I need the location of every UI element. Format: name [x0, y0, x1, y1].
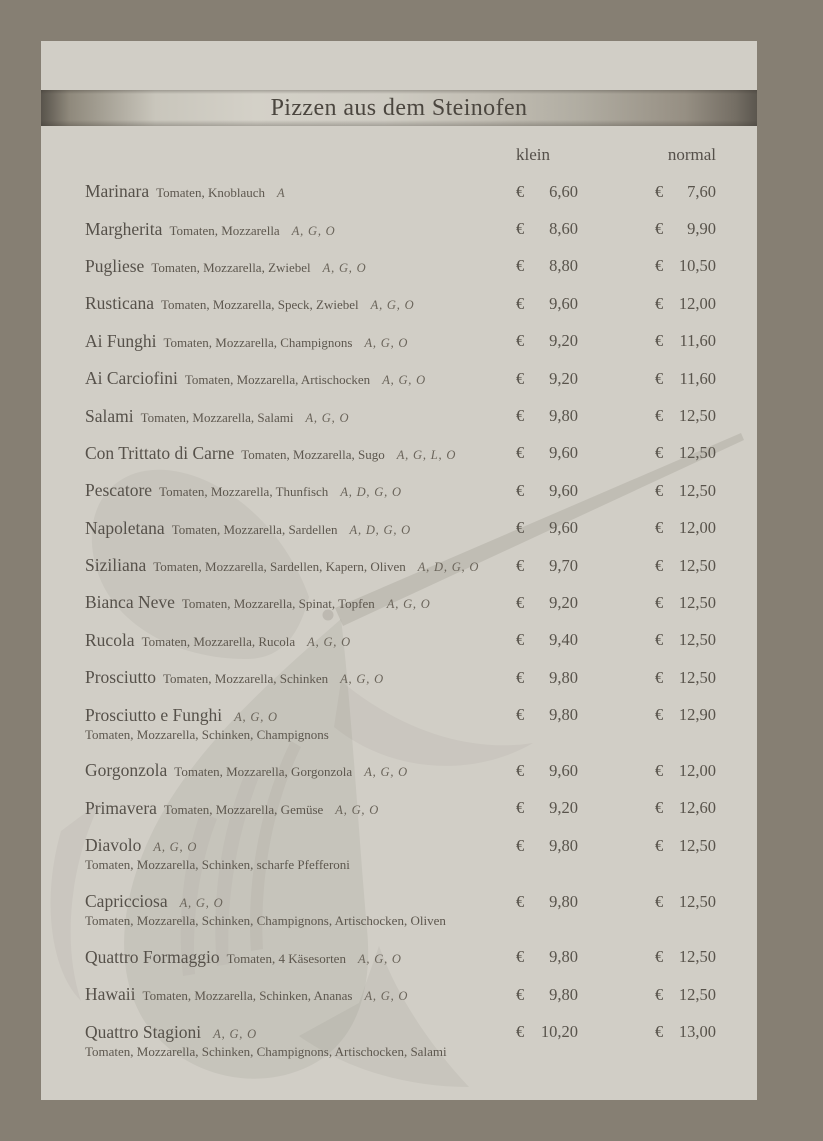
menu-item-row — [41, 790, 757, 827]
price-large-value: 12,90 — [678, 705, 716, 725]
price-small — [516, 705, 578, 725]
menu-item-text — [85, 891, 516, 912]
item-ingredients: Tomaten, Mozzarella, Champignons — [163, 334, 353, 350]
menu-item-text — [85, 443, 516, 464]
price-small — [516, 798, 578, 818]
page-title: Pizzen aus dem Steinofen — [270, 95, 528, 121]
euro-sign: € — [516, 443, 525, 463]
menu-item-row — [41, 976, 757, 1013]
menu-item-row — [41, 622, 757, 659]
menu-item-main-line — [41, 248, 757, 285]
menu-item-row — [41, 510, 757, 547]
menu-item-row — [41, 547, 757, 584]
menu-item-row — [41, 1013, 757, 1069]
item-allergens: A, G, O — [357, 951, 402, 966]
item-ingredients: Tomaten, Mozzarella — [169, 222, 280, 238]
euro-sign: € — [655, 256, 664, 276]
item-name: Napoletana — [85, 517, 165, 538]
euro-sign: € — [516, 705, 525, 725]
item-name: Rusticana — [85, 293, 155, 314]
item-ingredients: Tomaten, Mozzarella, Thunfisch — [159, 484, 329, 500]
price-large-value: 12,50 — [678, 891, 716, 911]
price-column-headers — [85, 145, 716, 167]
euro-sign: € — [655, 835, 664, 855]
price-large — [655, 798, 716, 818]
menu-item-row — [41, 397, 757, 434]
euro-sign: € — [516, 984, 525, 1004]
menu-item-row — [41, 584, 757, 621]
item-ingredients: Tomaten, Mozzarella, Rucola — [141, 633, 296, 649]
menu-item-main-line — [41, 939, 757, 976]
menu-item-main-line — [41, 472, 757, 509]
menu-item-text — [85, 555, 516, 576]
item-ingredients: Tomaten, Mozzarella, Salami — [140, 409, 294, 425]
item-allergens: A, G, O — [179, 896, 224, 910]
item-ingredients: Tomaten, Mozzarella, Zwiebel — [151, 259, 311, 275]
price-large — [655, 406, 716, 426]
item-allergens: A, G, O — [340, 672, 384, 687]
menu-item-main-line — [41, 976, 757, 1013]
price-large-value: 12,50 — [678, 984, 716, 1004]
menu-item-text — [85, 293, 516, 314]
item-allergens: A, D, G, O — [417, 560, 480, 575]
price-large-value: 7,60 — [687, 181, 716, 201]
price-large-value: 12,50 — [678, 947, 716, 967]
item-ingredients: Tomaten, Mozzarella, Schinken — [162, 671, 329, 687]
item-ingredients: Tomaten, Knoblauch — [156, 185, 265, 201]
price-small — [516, 518, 578, 538]
menu-item-main-line — [41, 584, 757, 621]
item-allergens: A — [276, 186, 286, 201]
column-header-large: normal — [667, 145, 716, 164]
price-small — [516, 219, 578, 239]
item-name: Quattro Formaggio — [85, 946, 220, 967]
item-allergens: A, G, O — [382, 373, 426, 388]
price-small — [516, 443, 578, 463]
menu-item-row — [41, 248, 757, 285]
item-name: Pugliese — [85, 255, 145, 276]
menu-item-text — [85, 947, 516, 968]
item-allergens: A, G, O — [305, 410, 350, 425]
item-ingredients: Tomaten, Mozzarella, Speck, Zwiebel — [161, 297, 359, 313]
item-allergens: A, G, O — [364, 335, 409, 350]
euro-sign: € — [516, 480, 525, 500]
item-name: Capricciosa — [85, 891, 168, 911]
item-ingredients: Tomaten, Mozzarella, Gemüse — [163, 801, 324, 817]
euro-sign: € — [655, 293, 664, 313]
item-ingredients: Tomaten, Mozzarella, Schinken, Ananas — [142, 988, 353, 1004]
price-small-value: 6,60 — [549, 181, 578, 201]
euro-sign: € — [655, 947, 664, 967]
price-small — [516, 593, 578, 613]
price-small — [516, 294, 578, 314]
euro-sign: € — [516, 518, 525, 538]
price-large-value: 12,50 — [678, 667, 716, 687]
item-name: Quattro Stagioni — [85, 1021, 202, 1042]
item-allergens: A, G, O — [364, 765, 408, 780]
price-small — [516, 1022, 578, 1042]
menu-item-main-line — [41, 659, 757, 696]
item-name: Diavolo — [85, 835, 142, 856]
menu-item-main-line — [41, 360, 757, 397]
price-small-value: 9,60 — [549, 518, 578, 538]
euro-sign: € — [516, 667, 525, 687]
euro-sign: € — [516, 760, 525, 780]
price-large-value: 13,00 — [678, 1022, 716, 1042]
item-name: Bianca Neve — [85, 592, 175, 613]
euro-sign: € — [655, 630, 664, 650]
euro-sign: € — [516, 555, 525, 575]
price-large — [655, 705, 716, 725]
price-small-value: 10,20 — [540, 1022, 578, 1042]
price-large-value: 12,00 — [678, 293, 716, 313]
item-allergens: A, G, O — [322, 260, 367, 275]
item-ingredients: Tomaten, Mozzarella, Sugo — [241, 446, 385, 462]
euro-sign: € — [655, 592, 664, 612]
price-small — [516, 556, 578, 576]
euro-sign: € — [655, 480, 664, 500]
menu-item-text — [85, 798, 516, 819]
menu-item-text — [85, 181, 516, 202]
item-ingredients: Tomaten, Mozzarella, Spinat, Topfen — [181, 596, 375, 612]
price-small-value: 9,80 — [549, 667, 578, 687]
euro-sign: € — [516, 1022, 525, 1042]
euro-sign: € — [655, 705, 664, 725]
menu-item-main-line — [41, 173, 757, 210]
euro-sign: € — [516, 406, 525, 426]
menu-panel — [41, 41, 757, 1100]
menu-item-text — [85, 480, 516, 501]
euro-sign: € — [655, 368, 664, 388]
menu-item-main-line — [41, 547, 757, 584]
menu-item-text — [85, 667, 516, 688]
item-name: Prosciutto — [85, 667, 156, 688]
item-allergens: A, D, G, O — [340, 485, 402, 500]
item-ingredients: Tomaten, Mozzarella, Artischocken — [184, 372, 371, 388]
menu-item-text — [85, 518, 516, 539]
euro-sign: € — [516, 835, 525, 855]
title-band — [41, 90, 757, 126]
item-name: Hawaii — [85, 984, 136, 1005]
price-large — [655, 1022, 716, 1042]
price-large — [655, 668, 716, 688]
euro-sign: € — [655, 555, 664, 575]
item-ingredients: Tomaten, Mozzarella, Gorgonzola — [174, 764, 353, 780]
item-ingredients-below: Tomaten, Mozzarella, Schinken, scharfe Pfefferoni — [85, 857, 350, 873]
euro-sign: € — [516, 798, 525, 818]
price-small — [516, 369, 578, 389]
price-large — [655, 630, 716, 650]
price-small-value: 9,80 — [549, 947, 578, 967]
menu-item-main-line — [41, 323, 757, 360]
price-large — [655, 256, 716, 276]
euro-sign: € — [655, 667, 664, 687]
price-small-value: 9,20 — [549, 592, 578, 612]
price-large — [655, 481, 716, 501]
euro-sign: € — [655, 798, 664, 818]
euro-sign: € — [516, 256, 525, 276]
price-small-value: 9,70 — [549, 555, 578, 575]
item-allergens: A, G, O — [213, 1026, 257, 1041]
menu-item-text — [85, 835, 516, 856]
item-allergens: A, G, O — [307, 634, 351, 649]
price-small — [516, 836, 578, 856]
menu-item-text — [85, 368, 516, 389]
price-small — [516, 481, 578, 501]
price-small-value: 9,60 — [549, 293, 578, 313]
price-large-value: 10,50 — [678, 256, 716, 276]
menu-item-row — [41, 939, 757, 976]
menu-item-row — [41, 827, 757, 883]
price-large-value: 12,50 — [678, 592, 716, 612]
column-header-small: klein — [516, 145, 550, 164]
euro-sign: € — [655, 984, 664, 1004]
menu-item-row — [41, 285, 757, 322]
item-allergens: A, G, O — [386, 597, 431, 612]
price-small-value: 9,80 — [549, 891, 578, 911]
euro-sign: € — [655, 518, 664, 538]
item-allergens: A, G, O — [364, 989, 409, 1004]
euro-sign: € — [655, 219, 664, 239]
price-large-value: 12,50 — [678, 555, 716, 575]
price-small-value: 9,60 — [549, 760, 578, 780]
item-ingredients-below: Tomaten, Mozzarella, Schinken, Champignons, Artischocken, Salami — [85, 1043, 447, 1059]
price-large-value: 12,50 — [678, 630, 716, 650]
menu-item-row — [41, 360, 757, 397]
price-large-value: 9,90 — [687, 219, 716, 239]
menu-item-text — [85, 705, 516, 726]
euro-sign: € — [516, 219, 525, 239]
price-small-value: 9,20 — [549, 798, 578, 818]
menu-item-row — [41, 173, 757, 210]
price-large — [655, 182, 716, 202]
price-small — [516, 406, 578, 426]
menu-item-main-line — [41, 510, 757, 547]
menu-item-text — [85, 984, 516, 1005]
menu-item-row — [41, 323, 757, 360]
item-allergens: A, G, O — [234, 709, 278, 724]
menu-item-text — [85, 1022, 516, 1043]
item-name: Salami — [85, 405, 134, 426]
price-large — [655, 219, 716, 239]
price-large-value: 12,60 — [678, 798, 716, 818]
euro-sign: € — [655, 181, 664, 201]
item-ingredients: Tomaten, Mozzarella, Sardellen, Kapern, Oliven — [153, 559, 406, 575]
price-large — [655, 369, 716, 389]
menu-item-row — [41, 659, 757, 696]
price-small — [516, 761, 578, 781]
euro-sign: € — [516, 368, 525, 388]
price-small-value: 9,80 — [549, 705, 578, 725]
euro-sign: € — [516, 630, 525, 650]
item-name: Margherita — [85, 218, 163, 239]
menu-item-text — [85, 760, 516, 781]
price-large-value: 12,50 — [678, 406, 716, 426]
menu-item-text — [85, 256, 516, 277]
menu-item-main-line — [41, 622, 757, 659]
item-ingredients-below: Tomaten, Mozzarella, Schinken, Champignons — [85, 726, 329, 742]
price-small-value: 8,80 — [549, 256, 578, 276]
item-allergens: A, D, G, O — [349, 522, 412, 537]
menu-item-text — [85, 630, 516, 651]
item-name: Ai Carciofini — [85, 368, 178, 389]
item-name: Con Trittato di Carne — [85, 442, 235, 463]
item-name: Marinara — [85, 181, 150, 202]
price-small-value: 9,40 — [549, 630, 578, 650]
price-large — [655, 761, 716, 781]
price-large-value: 12,00 — [678, 760, 716, 780]
menu-item-row — [41, 752, 757, 789]
item-ingredients: Tomaten, Mozzarella, Sardellen — [171, 521, 338, 537]
euro-sign: € — [516, 947, 525, 967]
price-large — [655, 985, 716, 1005]
menu-item-row — [41, 696, 757, 752]
price-large — [655, 294, 716, 314]
price-small — [516, 630, 578, 650]
menu-item-main-line — [41, 285, 757, 322]
menu-item-row — [41, 883, 757, 939]
item-name: Prosciutto e Funghi — [85, 704, 223, 725]
item-allergens: A, G, L, O — [396, 447, 457, 462]
price-small — [516, 947, 578, 967]
menu-item-main-line — [41, 752, 757, 789]
price-large-value: 12,50 — [678, 835, 716, 855]
menu-item-main-line — [41, 435, 757, 472]
price-small — [516, 331, 578, 351]
euro-sign: € — [516, 293, 525, 313]
item-name: Primavera — [85, 797, 157, 818]
euro-sign: € — [655, 406, 664, 426]
item-name: Ai Funghi — [85, 330, 157, 351]
price-small — [516, 256, 578, 276]
price-small-value: 9,80 — [549, 984, 578, 1004]
item-ingredients: Tomaten, 4 Käsesorten — [226, 950, 346, 966]
euro-sign: € — [516, 592, 525, 612]
menu-item-row — [41, 472, 757, 509]
price-small-value: 9,80 — [549, 835, 578, 855]
euro-sign: € — [655, 1022, 664, 1042]
price-small-value: 9,60 — [549, 480, 578, 500]
item-allergens: A, G, O — [291, 223, 336, 238]
item-name: Pescatore — [85, 480, 153, 501]
euro-sign: € — [655, 331, 664, 351]
price-large-value: 12,50 — [678, 443, 716, 463]
price-small-value: 9,20 — [549, 331, 578, 351]
item-name: Rucola — [85, 629, 135, 650]
price-large — [655, 947, 716, 967]
item-ingredients-below: Tomaten, Mozzarella, Schinken, Champignons, Artischocken, Oliven — [85, 913, 446, 929]
item-name: Siziliana — [85, 555, 147, 576]
price-small — [516, 182, 578, 202]
price-large — [655, 556, 716, 576]
price-large-value: 11,60 — [679, 368, 716, 388]
price-large — [655, 443, 716, 463]
item-allergens: A, G, O — [153, 840, 198, 855]
price-small — [516, 892, 578, 912]
euro-sign: € — [516, 891, 525, 911]
price-large — [655, 836, 716, 856]
price-large-value: 11,60 — [679, 331, 716, 351]
price-small — [516, 985, 578, 1005]
price-large — [655, 892, 716, 912]
item-allergens: A, G, O — [335, 802, 380, 817]
price-small-value: 9,60 — [549, 443, 578, 463]
menu-item-main-line — [41, 397, 757, 434]
menu-item-text — [85, 592, 516, 613]
euro-sign: € — [655, 760, 664, 780]
menu-item-row — [41, 435, 757, 472]
price-large-value: 12,00 — [678, 518, 716, 538]
item-name: Gorgonzola — [85, 760, 168, 781]
price-small-value: 8,60 — [549, 219, 578, 239]
menu-item-main-line — [41, 210, 757, 247]
menu-item-text — [85, 406, 516, 427]
price-large — [655, 593, 716, 613]
price-large — [655, 331, 716, 351]
euro-sign: € — [516, 181, 525, 201]
price-small-value: 9,80 — [549, 406, 578, 426]
item-allergens: A, G, O — [370, 298, 415, 313]
menu-item-main-line — [41, 790, 757, 827]
price-large — [655, 518, 716, 538]
price-small — [516, 668, 578, 688]
menu-item-text — [85, 219, 516, 240]
euro-sign: € — [516, 331, 525, 351]
menu-item-row — [41, 210, 757, 247]
price-large-value: 12,50 — [678, 480, 716, 500]
menu-rows — [41, 173, 757, 1069]
price-small-value: 9,20 — [549, 368, 578, 388]
menu-item-text — [85, 331, 516, 352]
euro-sign: € — [655, 891, 664, 911]
euro-sign: € — [655, 443, 664, 463]
